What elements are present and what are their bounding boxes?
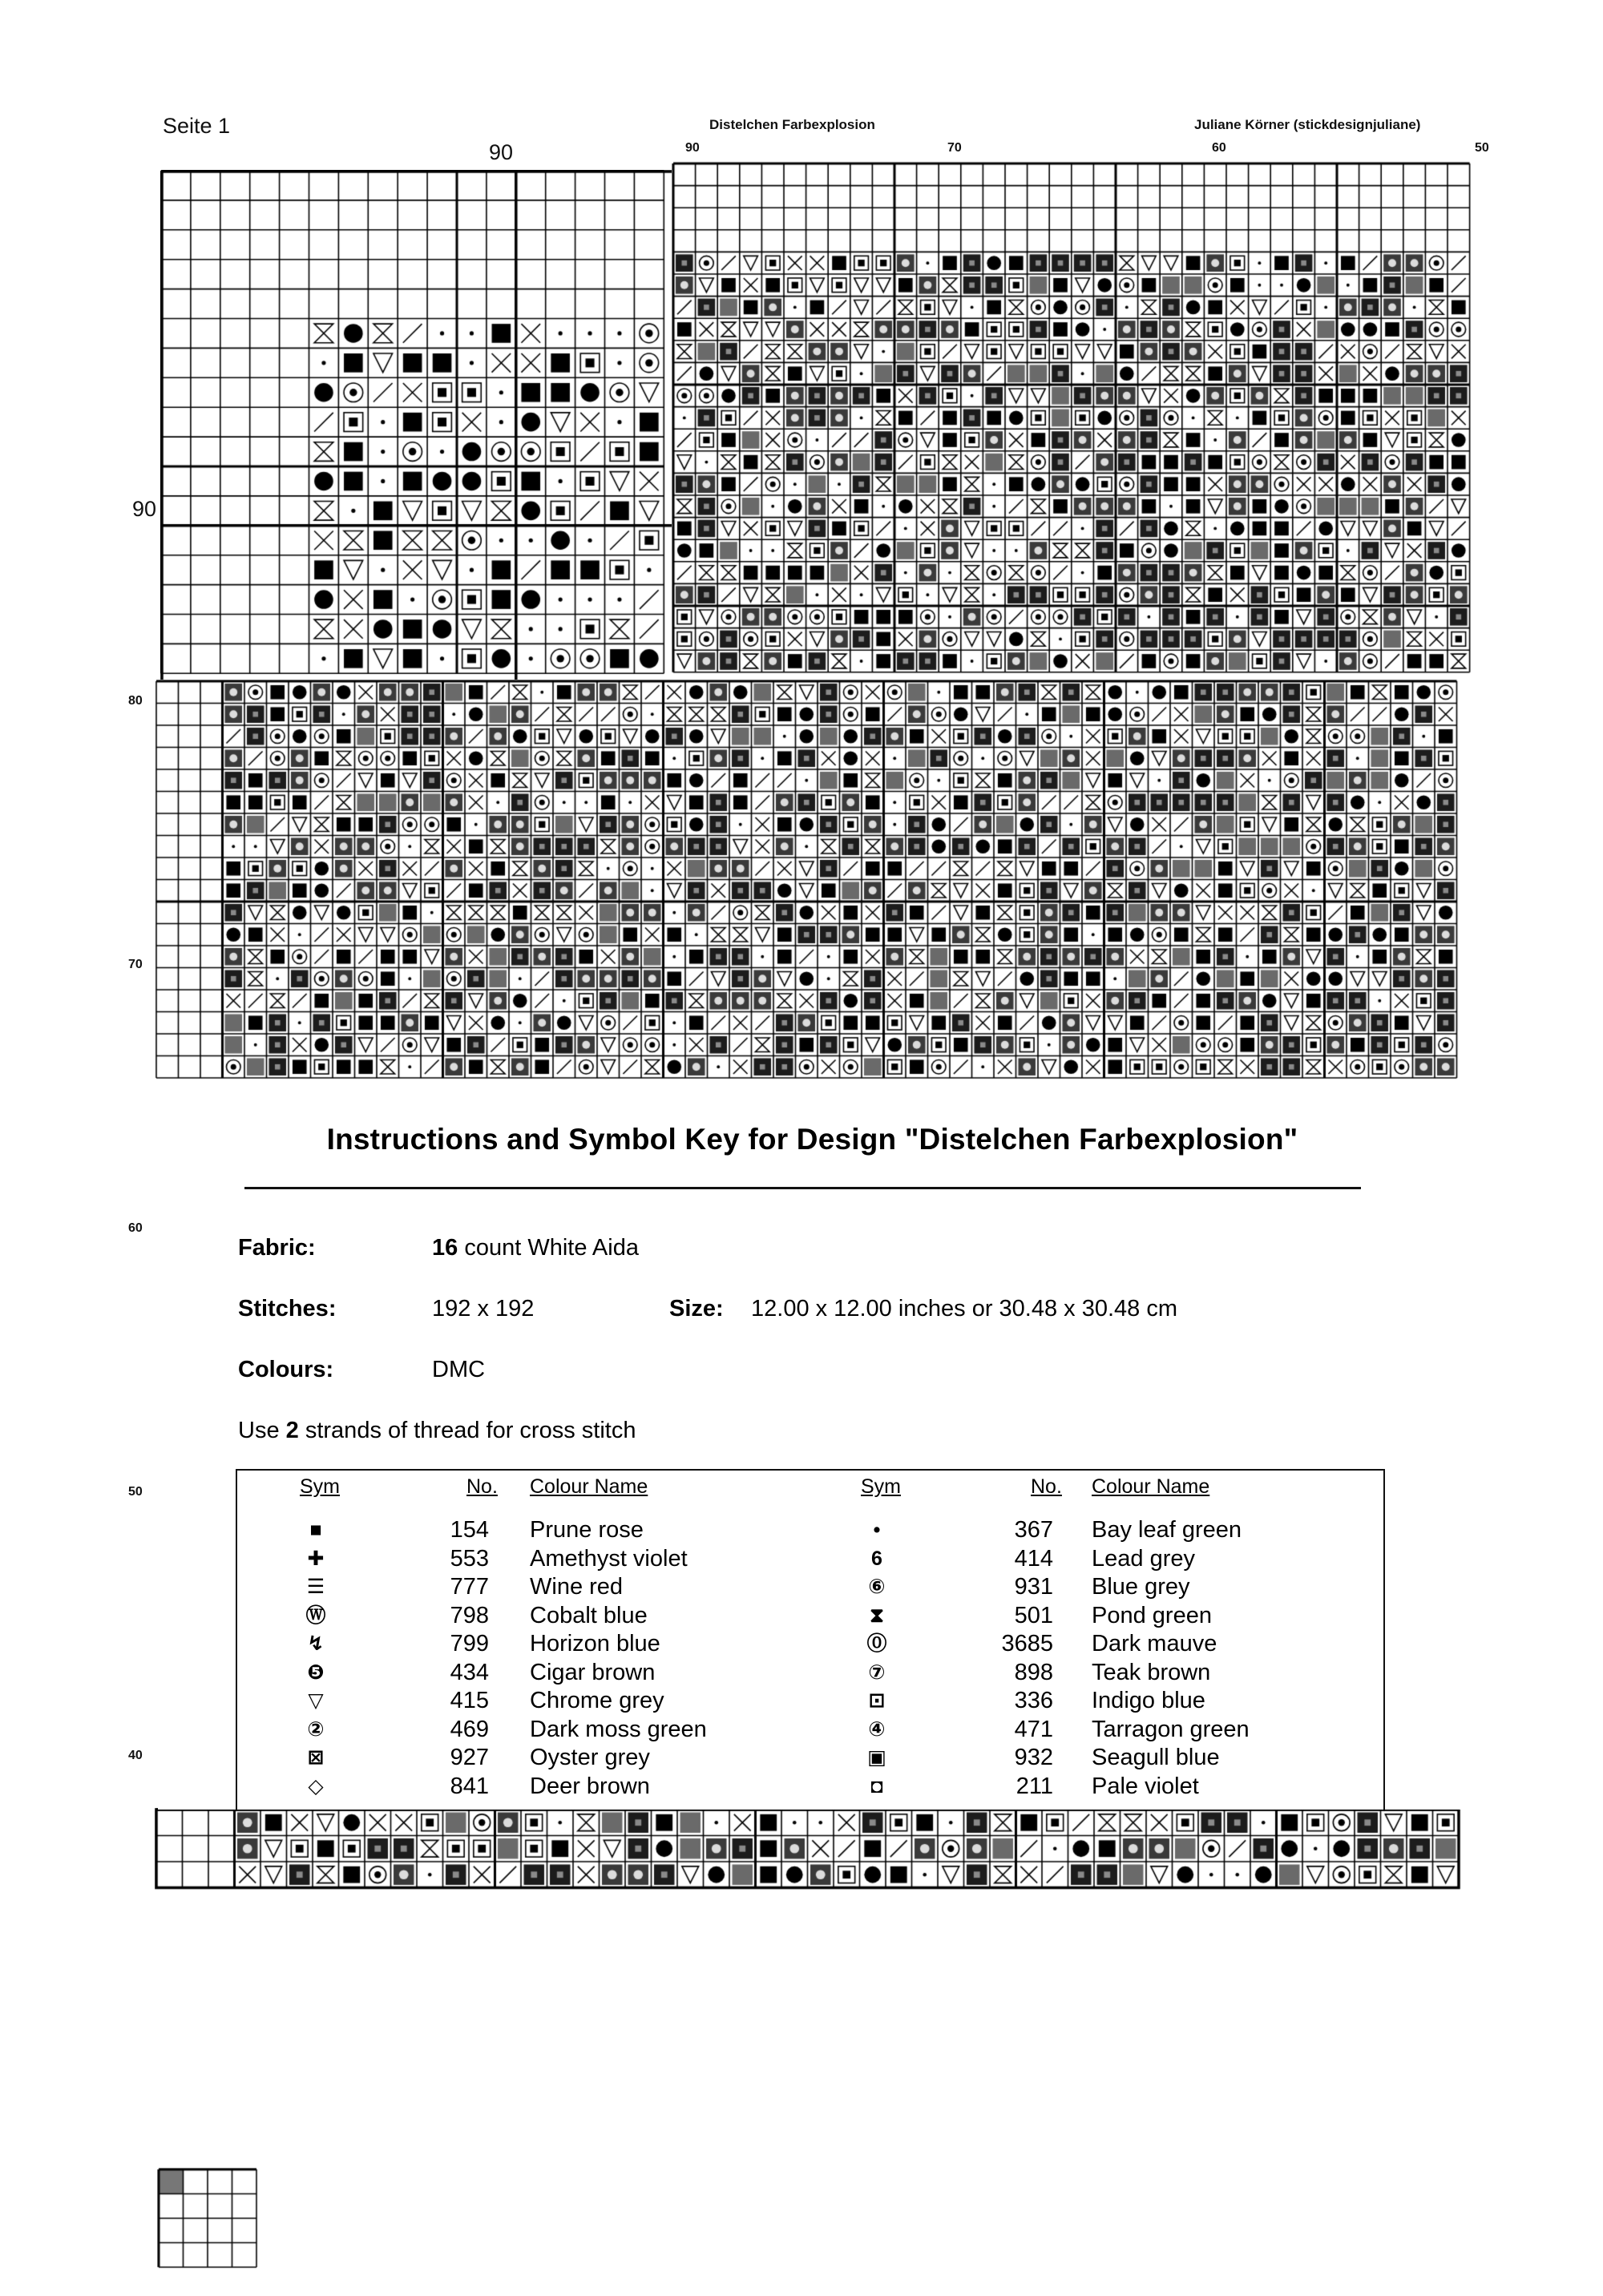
key-row (237, 1772, 1383, 1801)
left-chart-grid (160, 170, 673, 683)
key-symbol: ⑦ (868, 1660, 886, 1684)
instructions-panel (158, 1084, 1467, 1810)
stitches-value: 192 x 192 (432, 1296, 535, 1322)
key-row (237, 1743, 1383, 1772)
colours-value: DMC (432, 1357, 486, 1382)
ruler-number: 60 (128, 1221, 143, 1235)
key-row (237, 1629, 1383, 1658)
key-colour-name: Dark moss green (530, 1716, 707, 1742)
key-number: 553 (450, 1545, 489, 1572)
key-number: 469 (450, 1716, 489, 1742)
key-row (237, 1544, 1383, 1573)
key-number: 3685 (1001, 1631, 1053, 1656)
key-row (237, 1601, 1383, 1630)
key-number: 211 (1016, 1773, 1053, 1799)
key-colour-name: Oyster grey (530, 1745, 650, 1770)
strands-count: 2 (285, 1418, 299, 1443)
key-row (237, 1515, 1383, 1544)
right-chart-grid (672, 160, 1471, 688)
key-header-name: Colour Name (530, 1475, 648, 1498)
key-row (237, 1658, 1383, 1687)
key-number: 434 (450, 1659, 489, 1685)
key-symbol: ⑥ (868, 1576, 886, 1598)
key-colour-name: Bay leaf green (1092, 1517, 1242, 1543)
key-symbol: ✚ (307, 1547, 325, 1570)
lower-chart-grid (155, 680, 1471, 1088)
key-symbol: ⧗ (870, 1604, 884, 1627)
left-chart-side-number: 90 (132, 497, 157, 521)
key-symbol: ⊠ (307, 1746, 325, 1769)
key-number: 798 (450, 1602, 489, 1628)
strands-instruction: Use 2 strands of thread for cross stitch (238, 1418, 636, 1443)
key-row (237, 1686, 1383, 1715)
symbol-key-table (236, 1469, 1385, 1811)
right-chart-top-number: 60 (1212, 141, 1226, 155)
key-colour-name: Lead grey (1092, 1545, 1195, 1572)
key-header-no: No. (1031, 1475, 1062, 1498)
key-symbol: ↯ (307, 1632, 325, 1655)
key-number: 501 (1014, 1602, 1053, 1628)
key-symbol: ④ (868, 1717, 886, 1741)
key-colour-name: Pale violet (1092, 1773, 1199, 1799)
key-number: 931 (1014, 1574, 1053, 1600)
key-number: 367 (1014, 1517, 1053, 1543)
left-chart-top-number: 90 (489, 140, 514, 164)
key-number: 414 (1014, 1545, 1053, 1572)
chart-header-title: Distelchen Farbexplosion (709, 117, 875, 132)
stitches-label: Stitches: (238, 1296, 337, 1322)
key-header-no: No. (466, 1475, 498, 1498)
key-symbol: ❺ (307, 1660, 325, 1684)
key-symbol: 6 (871, 1547, 882, 1570)
key-number: 415 (450, 1688, 489, 1713)
ruler-number: 40 (128, 1749, 143, 1762)
key-colour-name: Horizon blue (530, 1631, 660, 1656)
key-colour-name: Chrome grey (530, 1688, 664, 1713)
key-colour-name: Amethyst violet (530, 1545, 688, 1572)
page-label: Seite 1 (163, 114, 231, 138)
key-number: 799 (450, 1631, 489, 1656)
key-number: 841 (450, 1773, 489, 1799)
key-symbol: ▽ (308, 1689, 324, 1712)
key-number: 898 (1014, 1659, 1053, 1685)
key-header-sym: Sym (300, 1475, 340, 1498)
key-colour-name: Blue grey (1092, 1574, 1190, 1600)
colours-label: Colours: (238, 1357, 334, 1382)
key-symbol: ② (307, 1717, 325, 1741)
key-colour-name: Deer brown (530, 1773, 650, 1799)
key-symbol: ■ (309, 1519, 322, 1541)
key-symbol: ◘ (870, 1774, 883, 1798)
key-colour-name: Cigar brown (530, 1659, 656, 1685)
chart-header-author: Juliane Körner (stickdesignjuliane) (1194, 117, 1421, 132)
key-header-name: Colour Name (1092, 1475, 1210, 1498)
key-colour-name: Wine red (530, 1574, 624, 1600)
key-row (237, 1572, 1383, 1601)
size-value: 12.00 x 12.00 inches or 30.48 x 30.48 cm (751, 1296, 1178, 1322)
key-number: 777 (450, 1574, 489, 1600)
key-colour-name: Cobalt blue (530, 1602, 648, 1628)
right-chart-top-number: 70 (947, 141, 962, 155)
key-number: 471 (1014, 1716, 1053, 1742)
bottom-chart-strip (155, 1808, 1471, 1891)
fabric-label: Fabric: (238, 1235, 316, 1261)
key-colour-name: Teak brown (1092, 1659, 1211, 1685)
title-underline (244, 1187, 1361, 1189)
key-colour-name: Tarragon green (1092, 1716, 1250, 1742)
key-colour-name: Seagull blue (1092, 1745, 1220, 1770)
ruler-number: 70 (128, 958, 143, 971)
size-label: Size: (669, 1296, 724, 1322)
key-number: 336 (1014, 1688, 1053, 1713)
key-symbol: ▣ (867, 1746, 886, 1769)
key-header-sym: Sym (861, 1475, 901, 1498)
key-row (237, 1715, 1383, 1744)
small-grid-fragment (157, 2168, 258, 2280)
key-symbol: ⊡ (868, 1689, 886, 1712)
key-symbol: ☰ (306, 1576, 325, 1598)
right-chart-top-number: 90 (685, 141, 700, 155)
ruler-number: 50 (128, 1485, 143, 1499)
instructions-title: Instructions and Symbol Key for Design "Distelchen Farbexplosion" (326, 1123, 1298, 1156)
key-colour-name: Pond green (1092, 1602, 1212, 1628)
key-symbol: ⓪ (866, 1632, 887, 1655)
fabric-value (432, 1235, 639, 1261)
fabric-count: 16 (432, 1235, 458, 1261)
key-symbol: ◇ (308, 1774, 324, 1798)
key-symbol: Ⓦ (305, 1604, 326, 1627)
key-number: 154 (450, 1517, 489, 1543)
fabric-text: count White Aida (464, 1235, 639, 1261)
key-number: 927 (450, 1745, 489, 1770)
right-chart-top-number: 50 (1475, 141, 1489, 155)
key-colour-name: Dark mauve (1092, 1631, 1217, 1656)
key-colour-name: Indigo blue (1092, 1688, 1205, 1713)
key-colour-name: Prune rose (530, 1517, 644, 1543)
key-number: 932 (1014, 1745, 1053, 1770)
ruler-number: 80 (128, 694, 143, 708)
key-symbol: • (873, 1519, 881, 1541)
